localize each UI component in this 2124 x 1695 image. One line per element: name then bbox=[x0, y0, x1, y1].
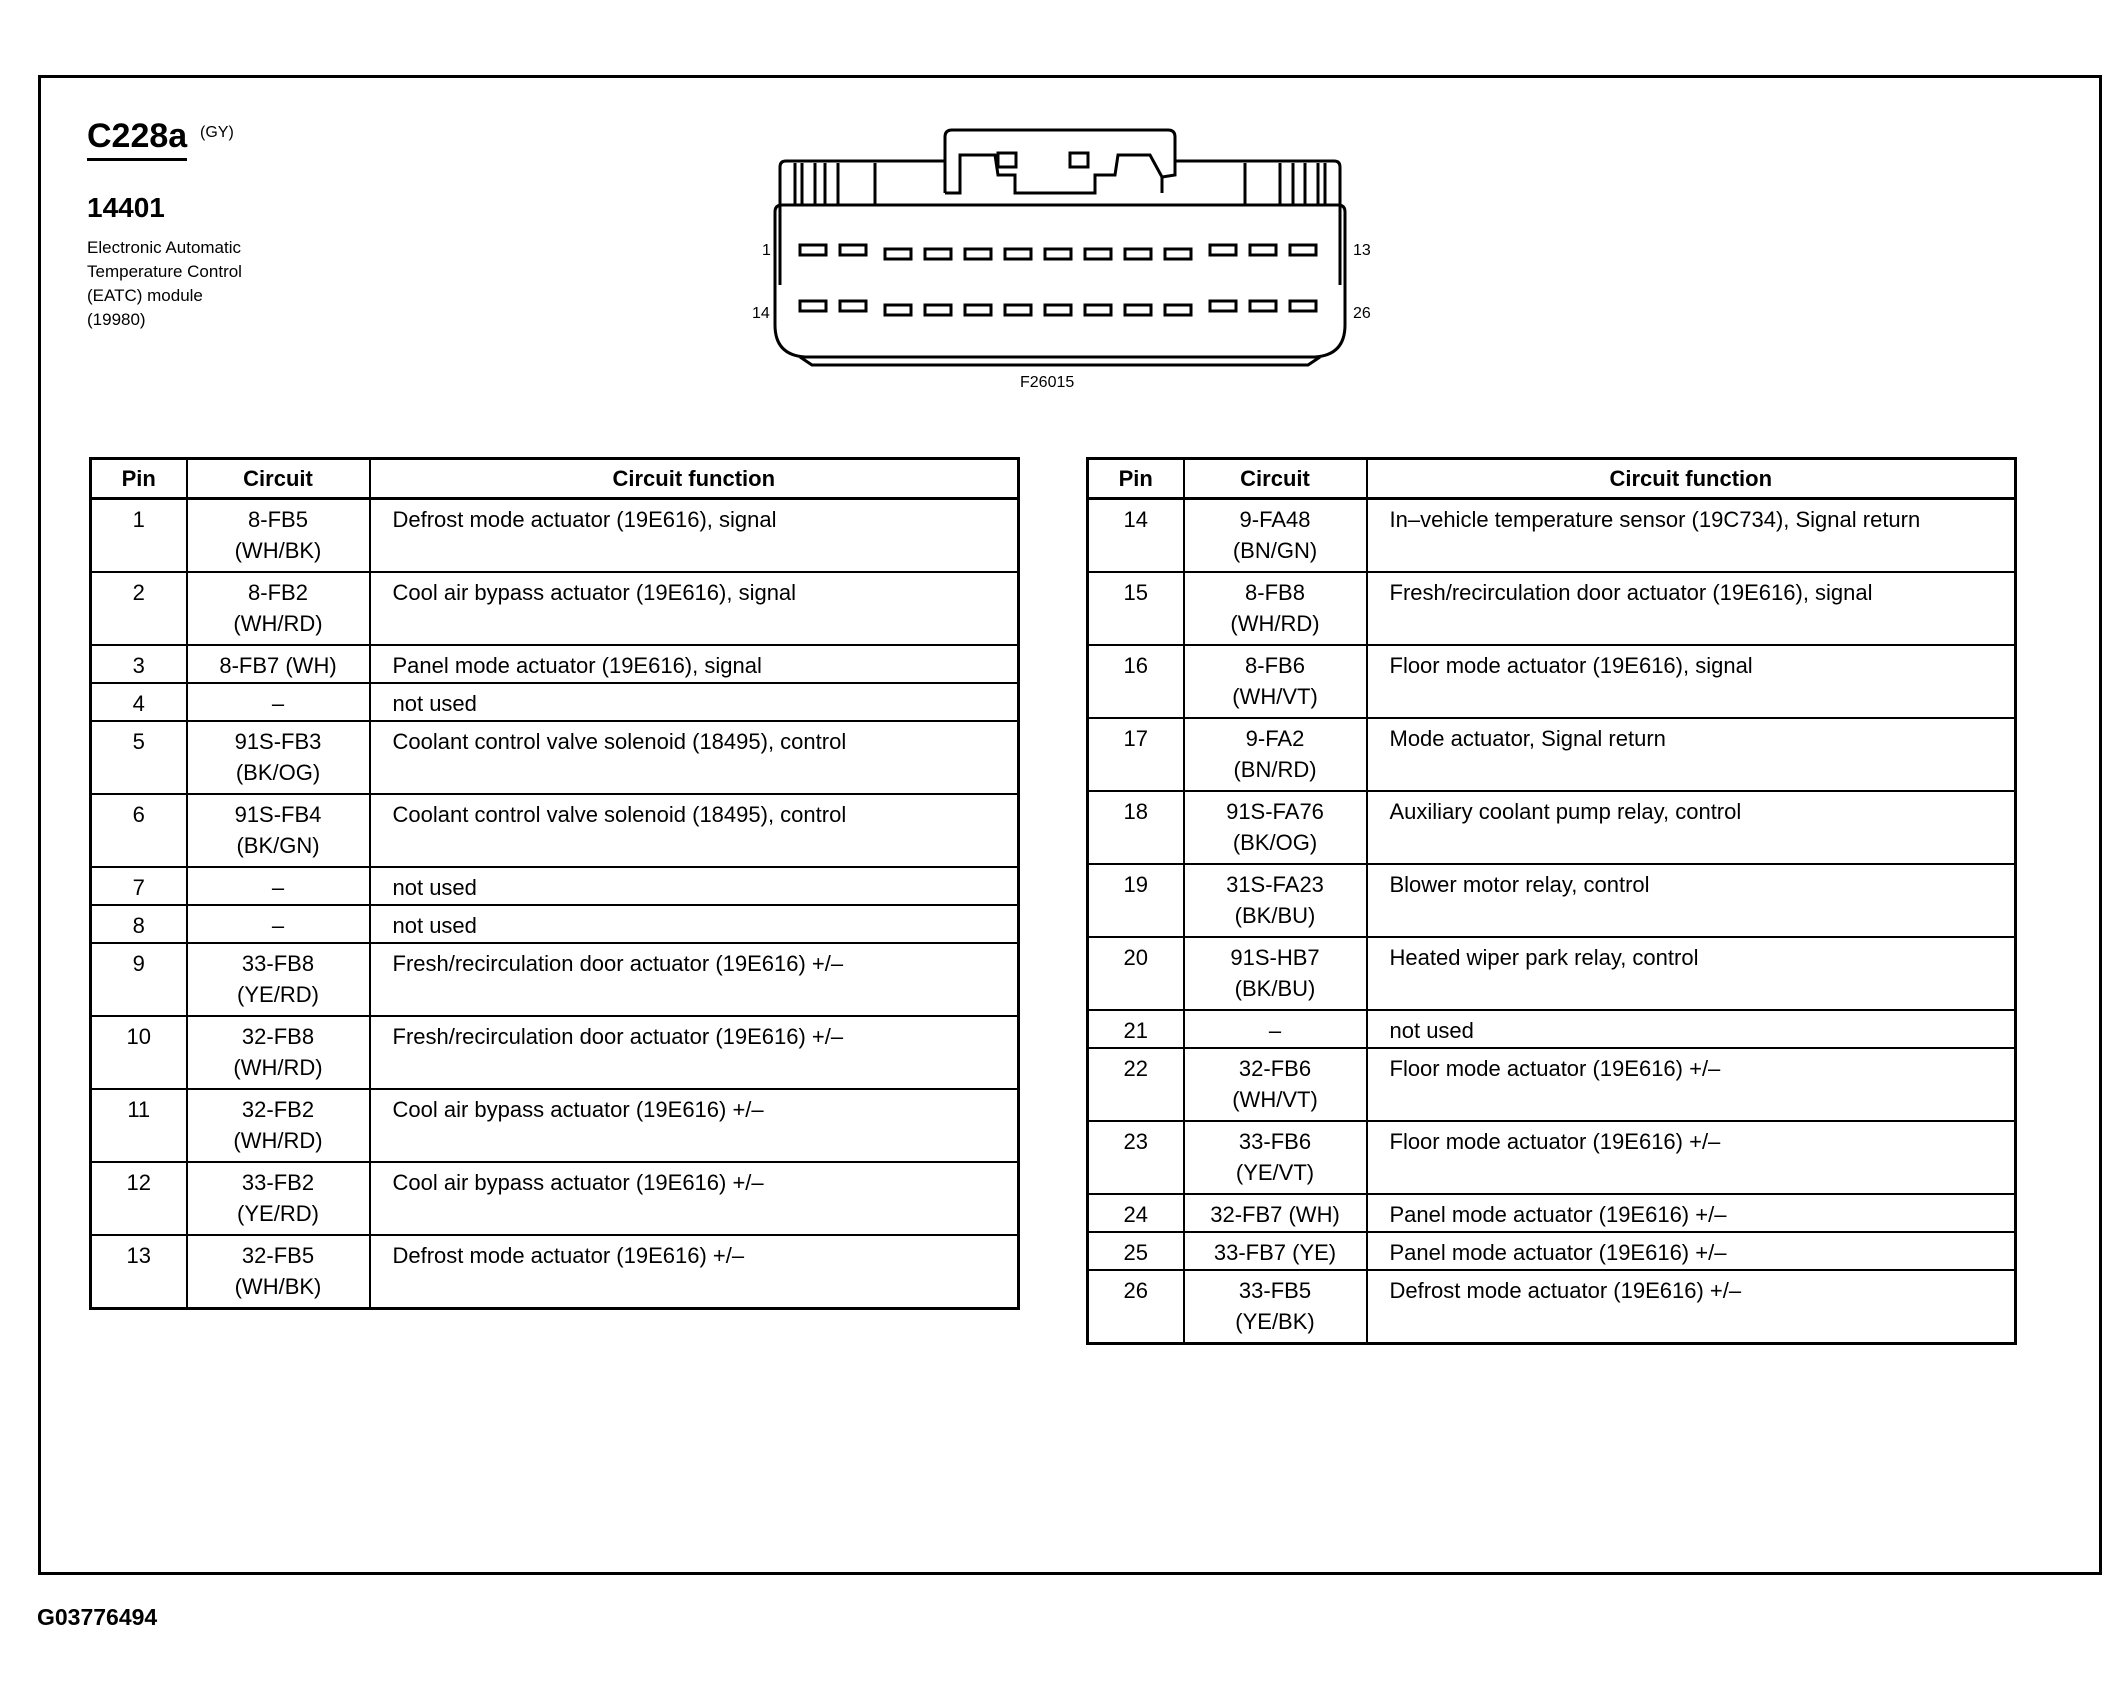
circuit-id: – bbox=[271, 875, 285, 900]
circuit-cell bbox=[187, 1235, 370, 1309]
circuit-id: 8-FB5 bbox=[248, 507, 308, 532]
circuit-function: Coolant control valve solenoid (18495), control bbox=[370, 794, 1019, 867]
pin-number: 22 bbox=[1088, 1048, 1184, 1121]
pin-row bbox=[91, 867, 1019, 905]
circuit-id: 91S-HB7 bbox=[1230, 945, 1320, 970]
wire-color: (WH/RD) bbox=[1230, 611, 1320, 636]
circuit-id: 8-FB6 bbox=[1245, 653, 1305, 678]
pin-number: 14 bbox=[1088, 499, 1184, 573]
pin-slot-15 bbox=[840, 301, 866, 311]
circuit-function: Floor mode actuator (19E616) +/– bbox=[1367, 1121, 2016, 1194]
pin-slot-25 bbox=[1250, 301, 1276, 311]
circuit-id: 8-FB7 (WH) bbox=[219, 653, 337, 678]
circuit-cell bbox=[1184, 1121, 1367, 1194]
pin-number: 8 bbox=[91, 905, 187, 943]
header-pin: Pin bbox=[1088, 459, 1184, 499]
pin-label-1: 1 bbox=[762, 242, 771, 259]
pin-slot-14 bbox=[800, 301, 826, 311]
circuit-id: 33-FB6 bbox=[1238, 1129, 1312, 1154]
description-line: Temperature Control bbox=[87, 262, 242, 281]
pin-slot-10 bbox=[1165, 249, 1191, 259]
pin-slot-4 bbox=[925, 249, 951, 259]
circuit-id: 8-FB2 bbox=[248, 580, 308, 605]
pin-number: 23 bbox=[1088, 1121, 1184, 1194]
wire-color: (BK/BU) bbox=[1234, 903, 1316, 928]
circuit-cell bbox=[187, 867, 370, 905]
circuit-cell bbox=[187, 1089, 370, 1162]
pin-row bbox=[91, 943, 1019, 1016]
header-circuit-function: Circuit function bbox=[370, 459, 1019, 499]
wire-color: (YE/RD) bbox=[237, 982, 319, 1007]
pin-slot-22 bbox=[1125, 305, 1151, 315]
circuit-id: 91S-FB4 bbox=[234, 802, 322, 827]
pin-number: 26 bbox=[1088, 1270, 1184, 1344]
description-line: (EATC) module bbox=[87, 286, 203, 305]
wire-color: (WH/VT) bbox=[1232, 1087, 1318, 1112]
connector-face-drawing bbox=[770, 125, 1350, 370]
circuit-cell bbox=[187, 1016, 370, 1089]
circuit-function: Heated wiper park relay, control bbox=[1367, 937, 2016, 1010]
pin-number: 12 bbox=[91, 1162, 187, 1235]
pin-row bbox=[1088, 1121, 2016, 1194]
circuit-function: Fresh/recirculation door actuator (19E616), signal bbox=[1367, 572, 2016, 645]
pin-row bbox=[1088, 1232, 2016, 1270]
pin-number: 17 bbox=[1088, 718, 1184, 791]
pin-slot-23 bbox=[1165, 305, 1191, 315]
pin-row bbox=[1088, 1048, 2016, 1121]
pin-row bbox=[91, 1089, 1019, 1162]
circuit-id: 32-FB8 bbox=[241, 1024, 315, 1049]
connector-color-code: (GY) bbox=[200, 124, 234, 141]
circuit-cell bbox=[187, 572, 370, 645]
pin-number: 16 bbox=[1088, 645, 1184, 718]
pin-number: 11 bbox=[91, 1089, 187, 1162]
circuit-function: Panel mode actuator (19E616), signal bbox=[370, 645, 1019, 683]
circuit-cell bbox=[187, 499, 370, 573]
part-number: 14401 bbox=[87, 192, 165, 223]
circuit-id: 32-FB2 bbox=[241, 1097, 315, 1122]
pin-slot-5 bbox=[965, 249, 991, 259]
circuit-cell bbox=[1184, 1194, 1367, 1232]
circuit-cell bbox=[1184, 499, 1367, 573]
pin-slot-11 bbox=[1210, 245, 1236, 255]
circuit-cell bbox=[1184, 937, 1367, 1010]
pin-row bbox=[91, 1016, 1019, 1089]
pin-number: 7 bbox=[91, 867, 187, 905]
module-description bbox=[87, 236, 347, 332]
wire-color: (YE/RD) bbox=[237, 1201, 319, 1226]
pin-row bbox=[91, 572, 1019, 645]
circuit-cell bbox=[187, 905, 370, 943]
wire-color: (BN/RD) bbox=[1233, 757, 1317, 782]
pin-row bbox=[91, 794, 1019, 867]
circuit-function: Panel mode actuator (19E616) +/– bbox=[1367, 1194, 2016, 1232]
pin-slot-17 bbox=[925, 305, 951, 315]
circuit-id: 33-FB7 (YE) bbox=[1213, 1240, 1337, 1265]
pin-label-14: 14 bbox=[752, 305, 770, 322]
pin-slot-19 bbox=[1005, 305, 1031, 315]
pin-slot-12 bbox=[1250, 245, 1276, 255]
figure-id: F26015 bbox=[1020, 374, 1075, 391]
pin-row bbox=[91, 1162, 1019, 1235]
pin-slot-8 bbox=[1085, 249, 1111, 259]
pin-number: 20 bbox=[1088, 937, 1184, 1010]
header-circuit: Circuit bbox=[187, 459, 370, 499]
circuit-cell bbox=[1184, 864, 1367, 937]
pin-row bbox=[91, 905, 1019, 943]
circuit-function: Panel mode actuator (19E616) +/– bbox=[1367, 1232, 2016, 1270]
pin-number: 24 bbox=[1088, 1194, 1184, 1232]
wire-color: (YE/BK) bbox=[1235, 1309, 1315, 1334]
circuit-cell bbox=[187, 794, 370, 867]
pin-number: 21 bbox=[1088, 1010, 1184, 1048]
pin-slot-9 bbox=[1125, 249, 1151, 259]
pin-label-26: 26 bbox=[1353, 305, 1371, 322]
pin-row bbox=[1088, 645, 2016, 718]
circuit-function: Auxiliary coolant pump relay, control bbox=[1367, 791, 2016, 864]
pin-slot-1 bbox=[800, 245, 826, 255]
circuit-id: – bbox=[271, 691, 285, 716]
circuit-cell bbox=[187, 683, 370, 721]
wire-color: (WH/RD) bbox=[233, 1128, 323, 1153]
circuit-cell bbox=[1184, 791, 1367, 864]
pin-row bbox=[91, 645, 1019, 683]
pin-slot-6 bbox=[1005, 249, 1031, 259]
pin-table-right bbox=[1086, 457, 2017, 1345]
wire-color: (BK/BU) bbox=[1234, 976, 1316, 1001]
pin-row bbox=[1088, 1194, 2016, 1232]
circuit-function: Defrost mode actuator (19E616), signal bbox=[370, 499, 1019, 573]
circuit-cell bbox=[1184, 1232, 1367, 1270]
pin-row bbox=[91, 721, 1019, 794]
description-line: (19980) bbox=[87, 310, 146, 329]
circuit-cell bbox=[187, 721, 370, 794]
circuit-id: 8-FB8 bbox=[1245, 580, 1305, 605]
circuit-id: 32-FB6 bbox=[1238, 1056, 1312, 1081]
wire-color: (BK/OG) bbox=[235, 760, 321, 785]
wire-color: (WH/BK) bbox=[234, 538, 322, 563]
pin-row bbox=[1088, 1010, 2016, 1048]
pin-row bbox=[91, 1235, 1019, 1309]
pin-row bbox=[1088, 864, 2016, 937]
circuit-id: 33-FB2 bbox=[241, 1170, 315, 1195]
circuit-cell bbox=[1184, 1010, 1367, 1048]
pin-table-left bbox=[89, 457, 1020, 1310]
pin-row bbox=[1088, 937, 2016, 1010]
pin-slot-21 bbox=[1085, 305, 1111, 315]
circuit-cell bbox=[1184, 1048, 1367, 1121]
circuit-cell bbox=[1184, 718, 1367, 791]
circuit-function: In–vehicle temperature sensor (19C734), Signal return bbox=[1367, 499, 2016, 573]
pin-number: 10 bbox=[91, 1016, 187, 1089]
circuit-id: 91S-FA76 bbox=[1226, 799, 1324, 824]
pin-number: 18 bbox=[1088, 791, 1184, 864]
circuit-function: Cool air bypass actuator (19E616) +/– bbox=[370, 1162, 1019, 1235]
circuit-function: Cool air bypass actuator (19E616), signal bbox=[370, 572, 1019, 645]
pin-row bbox=[1088, 572, 2016, 645]
pin-number: 5 bbox=[91, 721, 187, 794]
pin-number: 6 bbox=[91, 794, 187, 867]
pin-row bbox=[1088, 718, 2016, 791]
circuit-id: – bbox=[1268, 1018, 1282, 1043]
circuit-id: 32-FB7 (WH) bbox=[1210, 1202, 1340, 1227]
wire-color: (BK/OG) bbox=[1232, 830, 1318, 855]
wire-color: (WH/RD) bbox=[233, 611, 323, 636]
pin-row bbox=[91, 683, 1019, 721]
circuit-function: Defrost mode actuator (19E616) +/– bbox=[370, 1235, 1019, 1309]
circuit-function: Fresh/recirculation door actuator (19E616) +/– bbox=[370, 1016, 1019, 1089]
pin-number: 25 bbox=[1088, 1232, 1184, 1270]
wire-color: (WH/BK) bbox=[234, 1274, 322, 1299]
pin-row bbox=[1088, 791, 2016, 864]
circuit-cell bbox=[1184, 1270, 1367, 1344]
circuit-function: Defrost mode actuator (19E616) +/– bbox=[1367, 1270, 2016, 1344]
circuit-function: not used bbox=[370, 683, 1019, 721]
pin-slot-24 bbox=[1210, 301, 1236, 311]
circuit-function: Floor mode actuator (19E616), signal bbox=[1367, 645, 2016, 718]
pin-label-13: 13 bbox=[1353, 242, 1371, 259]
pin-slot-7 bbox=[1045, 249, 1071, 259]
circuit-function: not used bbox=[370, 905, 1019, 943]
circuit-id: 32-FB5 bbox=[241, 1243, 315, 1268]
pin-row bbox=[1088, 1270, 2016, 1344]
circuit-cell bbox=[1184, 645, 1367, 718]
wire-color: (BN/GN) bbox=[1232, 538, 1318, 563]
wire-color: (YE/VT) bbox=[1235, 1160, 1315, 1185]
circuit-cell bbox=[1184, 572, 1367, 645]
pin-slot-26 bbox=[1290, 301, 1316, 311]
wire-color: (WH/VT) bbox=[1232, 684, 1318, 709]
pin-row bbox=[1088, 499, 2016, 573]
circuit-function: not used bbox=[1367, 1010, 2016, 1048]
connector-name: C228a bbox=[87, 116, 187, 161]
circuit-id: 33-FB8 bbox=[241, 951, 315, 976]
pin-slot-20 bbox=[1045, 305, 1071, 315]
circuit-function: Cool air bypass actuator (19E616) +/– bbox=[370, 1089, 1019, 1162]
pin-number: 9 bbox=[91, 943, 187, 1016]
pin-number: 2 bbox=[91, 572, 187, 645]
pin-number: 19 bbox=[1088, 864, 1184, 937]
wire-color: (BK/GN) bbox=[236, 833, 320, 858]
pin-slot-13 bbox=[1290, 245, 1316, 255]
pin-number: 15 bbox=[1088, 572, 1184, 645]
circuit-cell bbox=[187, 645, 370, 683]
pin-slot-3 bbox=[885, 249, 911, 259]
pin-slot-2 bbox=[840, 245, 866, 255]
pin-row bbox=[91, 499, 1019, 573]
circuit-function: Mode actuator, Signal return bbox=[1367, 718, 2016, 791]
pin-slot-18 bbox=[965, 305, 991, 315]
pin-number: 13 bbox=[91, 1235, 187, 1309]
circuit-id: 33-FB5 bbox=[1238, 1278, 1312, 1303]
pin-number: 1 bbox=[91, 499, 187, 573]
pin-number: 3 bbox=[91, 645, 187, 683]
header-pin: Pin bbox=[91, 459, 187, 499]
circuit-id: – bbox=[271, 913, 285, 938]
circuit-function: not used bbox=[370, 867, 1019, 905]
pin-slot-16 bbox=[885, 305, 911, 315]
pin-number: 4 bbox=[91, 683, 187, 721]
circuit-id: 9-FA48 bbox=[1239, 507, 1311, 532]
circuit-function: Blower motor relay, control bbox=[1367, 864, 2016, 937]
circuit-cell bbox=[187, 943, 370, 1016]
circuit-function: Fresh/recirculation door actuator (19E616) +/– bbox=[370, 943, 1019, 1016]
document-id: G03776494 bbox=[37, 1604, 158, 1630]
circuit-cell bbox=[187, 1162, 370, 1235]
circuit-id: 91S-FB3 bbox=[234, 729, 322, 754]
circuit-id: 9-FA2 bbox=[1245, 726, 1305, 751]
header-circuit-function: Circuit function bbox=[1367, 459, 2016, 499]
description-line: Electronic Automatic bbox=[87, 238, 242, 257]
header-circuit: Circuit bbox=[1184, 459, 1367, 499]
circuit-function: Coolant control valve solenoid (18495), control bbox=[370, 721, 1019, 794]
circuit-function: Floor mode actuator (19E616) +/– bbox=[1367, 1048, 2016, 1121]
circuit-id: 31S-FA23 bbox=[1226, 872, 1324, 897]
wire-color: (WH/RD) bbox=[233, 1055, 323, 1080]
